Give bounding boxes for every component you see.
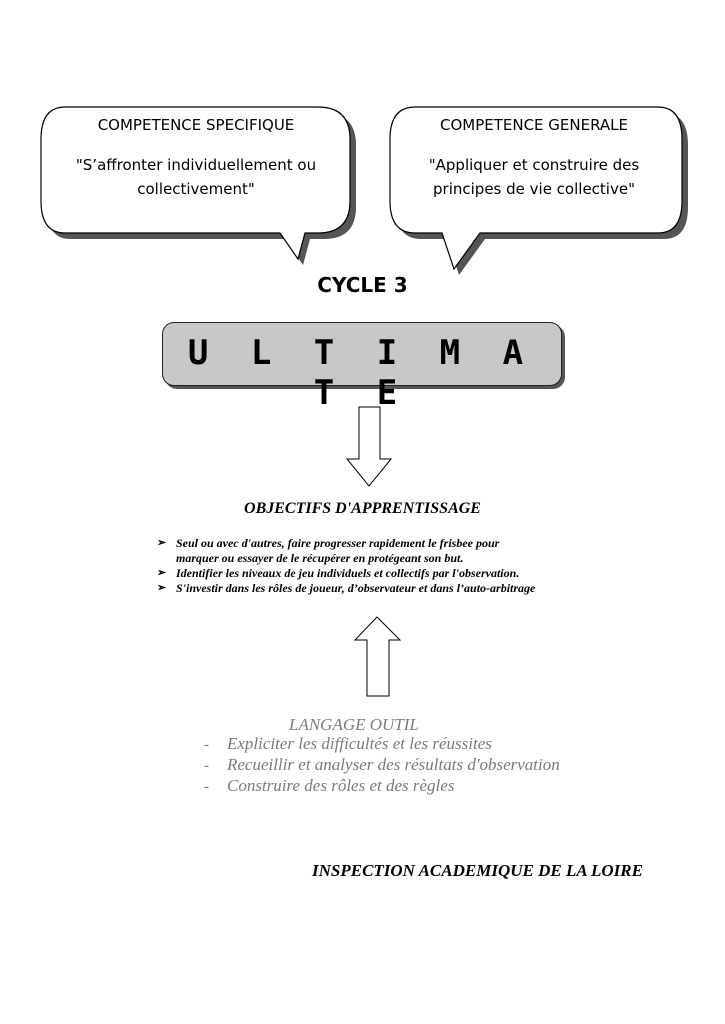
- objective-text: Seul ou avec d'autres, faire progresser rapidement le frisbee pour: [176, 536, 500, 550]
- langage-item: [204, 734, 560, 755]
- footer-inspection: INSPECTION ACADEMIQUE DE LA LOIRE: [312, 861, 643, 880]
- langage-item: [204, 755, 560, 776]
- langage-outil-list: [204, 734, 560, 797]
- competence-specifique-line1: "S’affronter individuellement ou: [75, 156, 317, 174]
- langage-item-text: Expliciter les difficultés et les réussites: [227, 734, 492, 753]
- competence-generale-line1: "Appliquer et construire des: [428, 156, 640, 174]
- down-arrow: [347, 407, 391, 486]
- competence-generale-title: COMPETENCE GENERALE: [439, 116, 629, 134]
- objective-text: Identifier les niveaux de jeu individuels et collectifs par l'observation.: [176, 566, 520, 580]
- competence-generale-line2: principes de vie collective": [433, 180, 635, 198]
- competence-specifique-title: COMPETENCE SPECIFIQUE: [97, 116, 295, 134]
- objective-text-continued: marquer ou essayer de le récupérer en protégeant son but.: [176, 551, 464, 565]
- arrow-bullet-icon: ➢: [157, 582, 167, 594]
- ultimate-title: U L T I M A T E: [187, 333, 535, 413]
- langage-item-text: Recueillir et analyser des résultats d'observation: [227, 755, 560, 774]
- arrow-bullet-icon: ➢: [157, 567, 167, 579]
- objectives-title: OBJECTIFS D'APPRENTISSAGE: [244, 500, 481, 517]
- langage-item-text: Construire des rôles et des règles: [227, 776, 455, 795]
- cycle-label: CYCLE 3: [317, 273, 408, 297]
- arrow-bullet-icon: ➢: [157, 537, 167, 549]
- langage-item: [204, 776, 560, 797]
- competence-specifique-line2: collectivement": [137, 180, 255, 198]
- objective-item: [157, 581, 535, 596]
- dash-bullet: -: [204, 779, 209, 795]
- left-bubble-text: [48, 113, 344, 201]
- objective-item: [157, 566, 535, 581]
- dash-bullet: -: [204, 758, 209, 774]
- objective-text: S'investir dans les rôles de joueur, d’observateur et dans l’auto-arbitrage: [176, 581, 536, 595]
- up-arrow: [355, 617, 400, 696]
- right-bubble-text: [385, 113, 683, 201]
- dash-bullet: -: [204, 737, 209, 753]
- langage-outil-title: LANGAGE OUTIL: [289, 715, 419, 734]
- objectives-list: [157, 536, 535, 596]
- objective-item: [157, 536, 535, 566]
